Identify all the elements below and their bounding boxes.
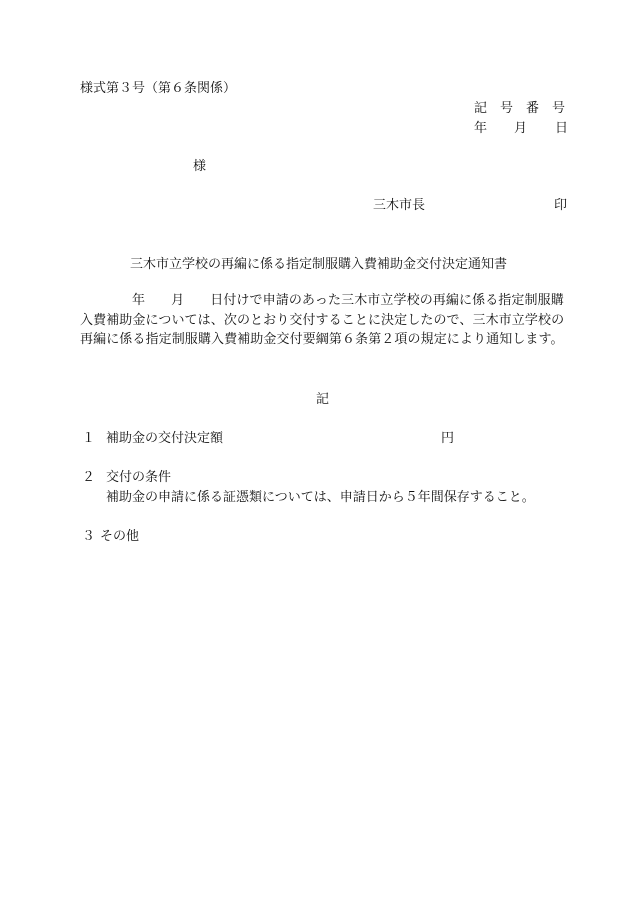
ref-char: 号 [500, 101, 514, 116]
ki-heading: 記 [316, 392, 330, 407]
ref-char: 番 [526, 101, 540, 116]
body-text: 日付けで申請のあった三木市立学校の再編に係る指定制服購入費補助金については、次のとおり交付することに決定したので、三木市立学校の再編に係る指定制服購入費補助金交付要綱第６条第２項の規定により通知します。 [80, 293, 565, 347]
body-month: 月 [171, 293, 185, 308]
date-month: 月 [514, 121, 528, 136]
form-label: 様式第３号（第６条関係） [80, 81, 237, 96]
issue-date [474, 119, 568, 138]
ref-char: 号 [552, 101, 566, 116]
reference-number [474, 99, 565, 118]
document-title: 三木市立学校の再編に係る指定制服購入費補助金交付決定通知書 [130, 257, 508, 272]
ref-char: 記 [474, 101, 488, 116]
item-1-unit: 円 [441, 431, 455, 446]
body-paragraph [80, 291, 566, 350]
item-2-number: ２ [82, 470, 96, 485]
item-1-number: １ [82, 431, 96, 446]
addressee-honorific: 様 [193, 159, 207, 174]
body-year: 年 [132, 293, 146, 308]
item-2-label: 交付の条件 [106, 470, 172, 485]
item-2-detail: 補助金の申請に係る証憑類については、申請日から５年間保存すること。 [106, 490, 535, 505]
date-day: 日 [555, 121, 569, 136]
seal-mark: 印 [554, 198, 568, 213]
item-3-label: その他 [100, 529, 140, 544]
item-1-label: 補助金の交付決定額 [106, 431, 224, 446]
sender-title: 三木市長 [373, 198, 426, 213]
date-year: 年 [474, 121, 488, 136]
item-3-number: ３ [82, 529, 96, 544]
